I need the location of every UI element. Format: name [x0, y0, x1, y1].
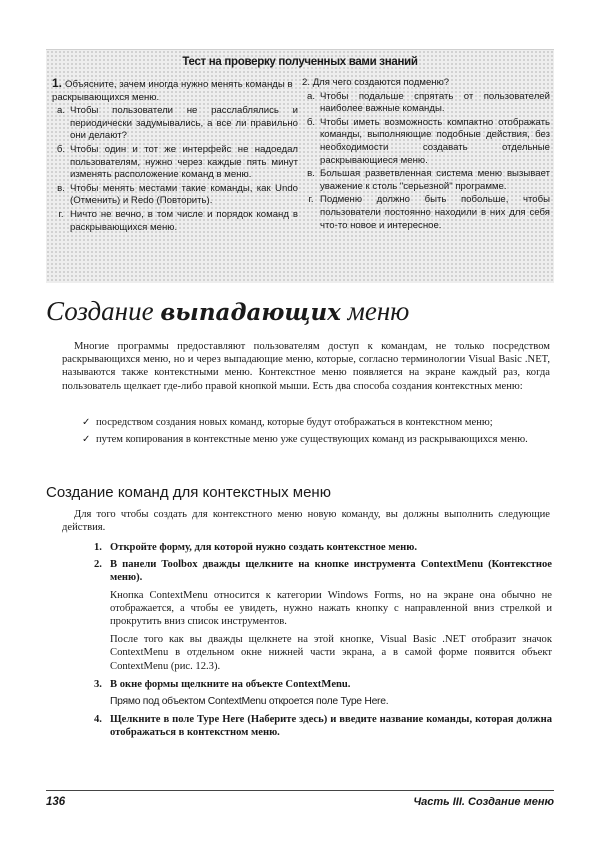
list-item: ✓ посредством создания новых команд, которые будут отображаться в контекстном меню; — [82, 417, 493, 428]
quiz-question-1 — [52, 77, 298, 234]
step-item: 4. Щелкните в поле Type Here (Наберите здесь) и введите название команды, которая должна отображаться в контекстном меню. — [94, 714, 552, 739]
quiz-option: в. Большая разветвленная система меню вызывает уважение к столь "серьезной" программе. — [307, 168, 550, 192]
quiz-question-2 — [302, 77, 550, 232]
intro-paragraph: Многие программы предоставляют пользователям доступ к командам, не только посредством раскрывающихся меню, но и через выпадающие меню, которые, согласно терминологии Visual Basic .NET, называются также контекстными меню. Контекстное меню появляется на экране каждый раз, когда пользователь щелкает где-либо правой кнопкой мыши. Есть два способа создания контекстных меню: — [62, 341, 550, 392]
running-footer: Часть III. Создание меню — [413, 796, 554, 808]
quiz-option: в. Чтобы менять местами такие команды, как Undo (Отменить) и Redo (Повторить). — [57, 182, 298, 207]
bullet-list — [82, 416, 552, 450]
quiz-option: а. Чтобы подальше спрятать от пользователей наиболее важные команды. — [306, 90, 550, 115]
quiz-option: б. Чтобы один и тот же интерфейс не надоедал пользователям, нужно через каждые пять минут изменять расположение команд в меню. — [56, 143, 298, 181]
steps-list — [94, 541, 552, 744]
step-note: Прямо под объектом ContextMenu откроется поле Type Here. — [110, 696, 389, 708]
quiz-option: г. Подменю должно быть побольше, чтобы пользователи постоянно находили в них для себя что-то новое и интересное. — [308, 194, 550, 231]
quiz-box — [46, 49, 554, 283]
question-text: Для чего создаются подменю? — [312, 77, 450, 88]
quiz-title: Тест на проверку полученных вами знаний — [182, 56, 418, 68]
step-note: После того как вы дважды щелкнете на этой кнопке, Visual Basic .NET отобразит значок ContextMenu в отдельном окне нижней части экрана, а в самой форме появится объект ContextMenu (рис. 12.3). — [110, 634, 552, 672]
footer-divider — [46, 790, 554, 791]
step-item: 2. В панели Toolbox дважды щелкните на кнопке инструмента ContextMenu (Контекстное меню). — [94, 559, 552, 584]
checkmark-icon: ✓ — [82, 434, 91, 446]
question-text: Объясните, зачем иногда нужно менять команды в раскрывающихся меню. — [52, 79, 293, 103]
quiz-option: б. Чтобы иметь возможность компактно отображать команды, выполняющие подобные действия, без необходимости создавать отдельные раскрывающиеся меню. — [306, 116, 550, 166]
step-note: Кнопка ContextMenu относится к категории Windows Forms, но на экране она обычно не отображается, а чтобы ее увидеть, нужно нажать кнопку с направленной вниз стрелкой и прокрутить вниз список инструментов. — [110, 589, 552, 628]
page-number: 136 — [46, 796, 66, 808]
question-number: 1. — [52, 76, 63, 90]
list-item: ✓ путем копирования в контекстные меню уже существующих команд из раскрывающихся меню. — [82, 434, 528, 446]
question-number: 2. — [302, 77, 311, 88]
checkmark-icon: ✓ — [82, 417, 91, 428]
quiz-option: а. Чтобы пользователи не расслаблялись и периодически задумывались, а все ли правильно они делают? — [56, 105, 298, 142]
section-title: Создание выпадающих меню — [46, 296, 410, 326]
subsection-title: Создание команд для контекстных меню — [46, 484, 331, 501]
subsection-intro: Для того чтобы создать для контекстного меню новую команду, вы должны выполнить следующие действия. — [62, 509, 550, 534]
step-item: 1. Откройте форму, для которой нужно создать контекстное меню. — [94, 542, 418, 553]
step-item: 3. В окне формы щелкните на объекте ContextMenu. — [94, 678, 351, 690]
quiz-option: г. Ничто не вечно, в том числе и порядок команд в раскрывающихся меню. — [58, 208, 298, 233]
